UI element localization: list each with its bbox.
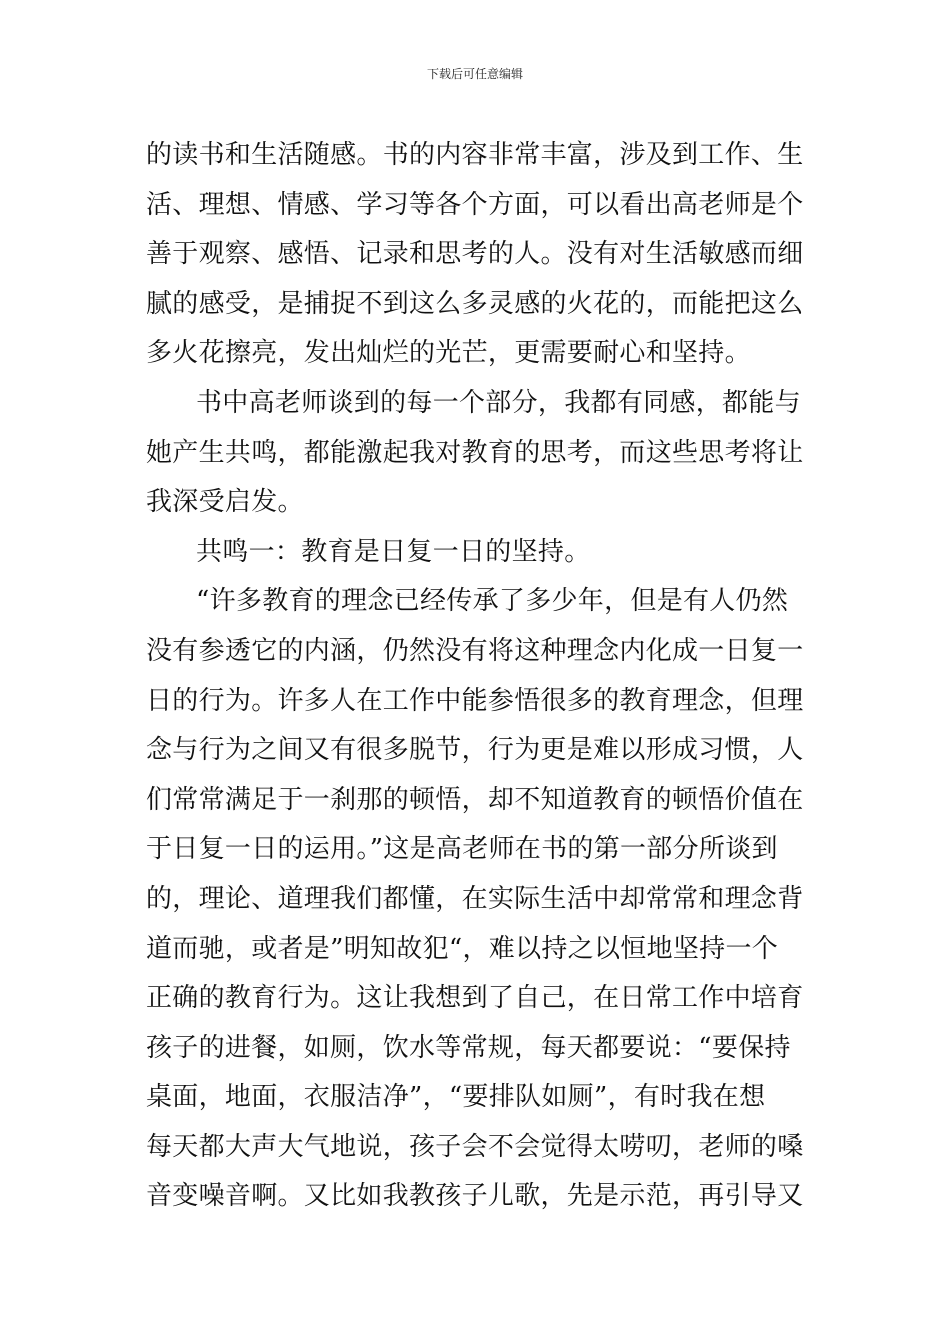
text-line: 桌面，地面，衣服洁净”，“要排队如厕”，有时我在想 [146, 1082, 766, 1113]
text-line: 念与行为之间又有很多脱节，行为更是难以形成习惯，人 [146, 735, 804, 766]
text-line: 我深受启发。 [146, 487, 304, 518]
text-line: 活、理想、情感、学习等各个方面，可以看出高老师是个 [146, 189, 804, 220]
text-line: 没有参透它的内涵，仍然没有将这种理念内化成一日复一 [146, 635, 804, 666]
text-line: 于日复一日的运用。”这是高老师在书的第一部分所谈到 [146, 834, 778, 865]
section-heading: 共鸣一：教育是日复一日的坚持。 [196, 536, 591, 567]
text-line: 每天都大声大气地说，孩子会不会觉得太唠叨，老师的嗓 [146, 1131, 804, 1162]
text-line: 音变噪音啊。又比如我教孩子儿歌，先是示范，再引导又 [146, 1181, 804, 1212]
paragraph-start-line: 书中高老师谈到的每一个部分，我都有同感，都能与 [196, 387, 801, 418]
page-header: 下载后可任意编辑 [426, 67, 523, 81]
text-line: 道而驰，或者是”明知故犯“，难以持之以恒地坚持一个 [146, 933, 779, 964]
text-line: 孩子的进餐，如厕，饮水等常规，每天都要说：“要保持 [146, 1032, 791, 1063]
paragraph-start-line: “许多教育的理念已经传承了多少年，但是有人仍然 [196, 586, 789, 617]
text-line: 正确的教育行为。这让我想到了自己，在日常工作中培育 [146, 983, 804, 1014]
body-text [146, 131, 806, 1222]
text-line: 们常常满足于一刹那的顿悟，却不知道教育的顿悟价值在 [146, 784, 804, 815]
text-line: 她产生共鸣，都能激起我对教育的思考，而这些思考将让 [146, 437, 804, 468]
text-line: 腻的感受，是捕捉不到这么多灵感的火花的，而能把这么 [146, 288, 804, 319]
text-line: 多火花擦亮，发出灿烂的光芒，更需要耐心和坚持。 [146, 338, 751, 369]
text-line: 善于观察、感悟、记录和思考的人。没有对生活敏感而细 [146, 239, 804, 270]
text-line: 的读书和生活随感。书的内容非常丰富，涉及到工作、生 [146, 140, 804, 170]
text-line: 的，理论、道理我们都懂，在实际生活中却常常和理念背 [146, 883, 804, 914]
text-line: 日的行为。许多人在工作中能参悟很多的教育理念，但理 [146, 685, 804, 716]
